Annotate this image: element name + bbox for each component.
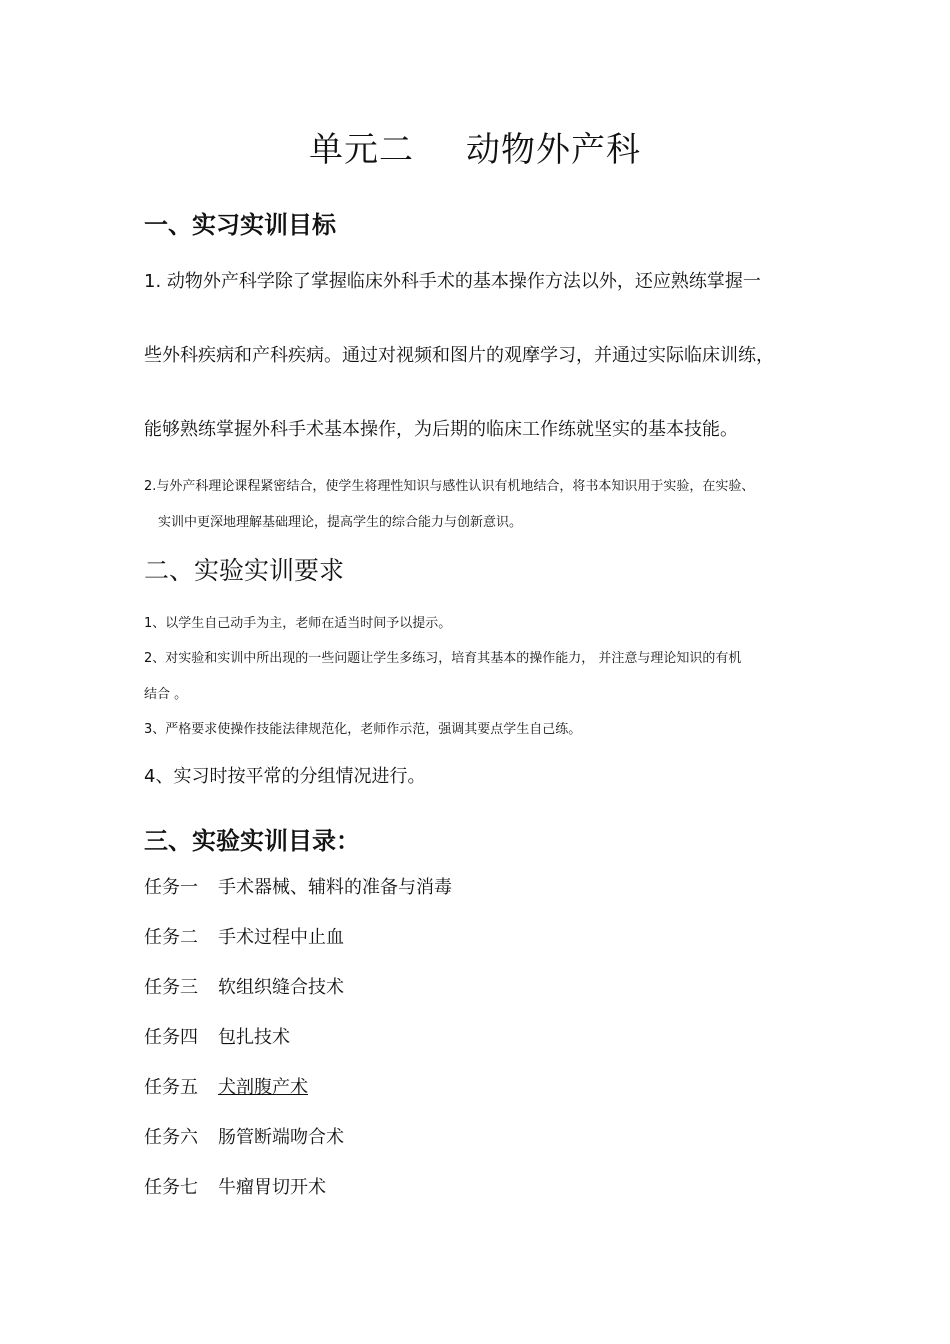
task-number: 任务五 (144, 1077, 198, 1098)
section2-item2-line1: 2、对实验和实训中所出现的一些问题让学生多练习，培育其基本的操作能力， 并注意与理论知识的有机 (144, 651, 742, 666)
section2-heading: 二、实验实训要求 (144, 556, 345, 585)
task-name: 包扎技术 (218, 1027, 290, 1048)
task-item (144, 874, 452, 902)
page-title-subject: 动物外产科 (466, 130, 641, 170)
section1-item1-line3: 能够熟练掌握外科手术基本操作，为后期的临床工作练就坚实的基本技能。 (144, 419, 738, 440)
task-name: 犬剖腹产术 (218, 1077, 308, 1098)
task-name: 手术过程中止血 (218, 927, 344, 948)
task-number: 任务二 (144, 927, 198, 948)
task-name: 肠管断端吻合术 (218, 1127, 344, 1148)
section2-item2-line2: 结合 。 (144, 687, 188, 702)
page-title-unit: 单元二 (309, 130, 414, 170)
task-item (144, 1124, 344, 1152)
section1-item2-line2: 实训中更深地理解基础理论，提高学生的综合能力与创新意识。 (158, 515, 523, 530)
task-item (144, 1074, 308, 1102)
task-item (144, 1174, 326, 1202)
section3-heading: 三、实验实训目录： (144, 827, 360, 855)
task-item (144, 974, 344, 1002)
task-number: 任务一 (144, 877, 198, 898)
task-number: 任务三 (144, 977, 198, 998)
task-name: 手术器械、辅料的准备与消毒 (218, 877, 452, 898)
task-number: 任务四 (144, 1027, 198, 1048)
task-number: 任务七 (144, 1177, 198, 1198)
task-item (144, 1024, 290, 1052)
section1-item1-line2: 些外科疾病和产科疾病。通过对视频和图片的观摩学习，并通过实际临床训练， (144, 345, 774, 366)
task-item (144, 924, 344, 952)
task-number: 任务六 (144, 1127, 198, 1148)
page-title (0, 126, 950, 174)
section2-item4: 4、实习时按平常的分组情况进行。 (144, 766, 426, 787)
section1-item2-line1: 2.与外产科理论课程紧密结合，使学生将理性知识与感性认识有机地结合，将书本知识用于实验，在实验、 (144, 479, 755, 494)
section2-item3: 3、严格要求使操作技能法律规范化，老师作示范，强调其要点学生自己练。 (144, 722, 582, 737)
task-name: 软组织缝合技术 (218, 977, 344, 998)
section2-item1: 1、以学生自己动手为主，老师在适当时间予以提示。 (144, 616, 452, 631)
section1-heading: 一、实习实训目标 (144, 211, 336, 239)
task-name: 牛瘤胃切开术 (218, 1177, 326, 1198)
section1-item1-line1: 1. 动物外产科学除了掌握临床外科手术的基本操作方法以外，还应熟练掌握一 (144, 271, 761, 292)
